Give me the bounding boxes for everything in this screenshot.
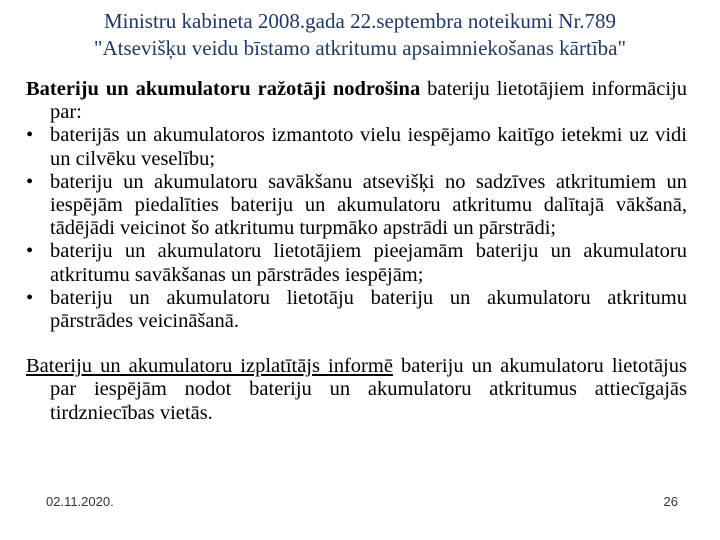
bullet-icon: • (26, 124, 34, 147)
bullet-icon: • (26, 240, 34, 263)
intro-rest-text: bateriju lietotājiem informāciju par: (50, 78, 687, 124)
title-line-2: "Atsevišķu veidu bīstamo atkritumu apsaimniekošanas kārtība" (93, 36, 627, 60)
bullet-text: bateriju un akumulatoru lietotājiem pieejamām bateriju un akumulatoru atkritumu savākšanas un pārstrādes iespējām; (50, 240, 687, 286)
bullet-icon: • (26, 170, 34, 193)
distributor-underlined-text: Bateriju un akumulatoru izplatītājs informē (26, 355, 393, 378)
bullet-item (26, 240, 687, 286)
slide-title (0, 8, 720, 62)
bullet-item (26, 287, 687, 333)
bullet-item (26, 124, 687, 170)
bullet-list (26, 124, 687, 333)
bullet-icon: • (26, 286, 34, 309)
distributor-rest-text: bateriju un akumulatoru lietotājus par iespējām nodot bateriju un akumulatoru atkritumus attiecīgajās tirdzniecības vietās. (50, 355, 687, 424)
distributor-paragraph (26, 355, 687, 425)
bullet-text: bateriju un akumulatoru savākšanu atsevišķi no sadzīves atkritumiem un iespējām piedalīties bateriju un akumulatoru atkritumu dalītajā vākšanā, tādējādi veicinot šo atkritumu turpmāko apstrādi un pārstrādi; (50, 170, 687, 240)
bullet-text: bateriju un akumulatoru lietotāju bateriju un akumulatoru atkritumu pārstrādes veicināšanā. (50, 286, 687, 333)
bullet-item (26, 171, 687, 241)
bullet-text: baterijās un akumulatoros izmantoto vielu iespējamo kaitīgo ietekmi uz vidi un cilvēku veselību; (50, 124, 687, 170)
intro-bold-text: Bateriju un akumulatoru ražotāji nodrošina (26, 78, 421, 100)
intro-paragraph (26, 78, 687, 124)
slide-body (26, 78, 687, 425)
footer-date: 02.11.2020. (46, 494, 114, 509)
page-number: 26 (663, 494, 678, 509)
title-line-1: Ministru kabineta 2008.gada 22.septembra noteikumi Nr.789 (103, 9, 617, 33)
